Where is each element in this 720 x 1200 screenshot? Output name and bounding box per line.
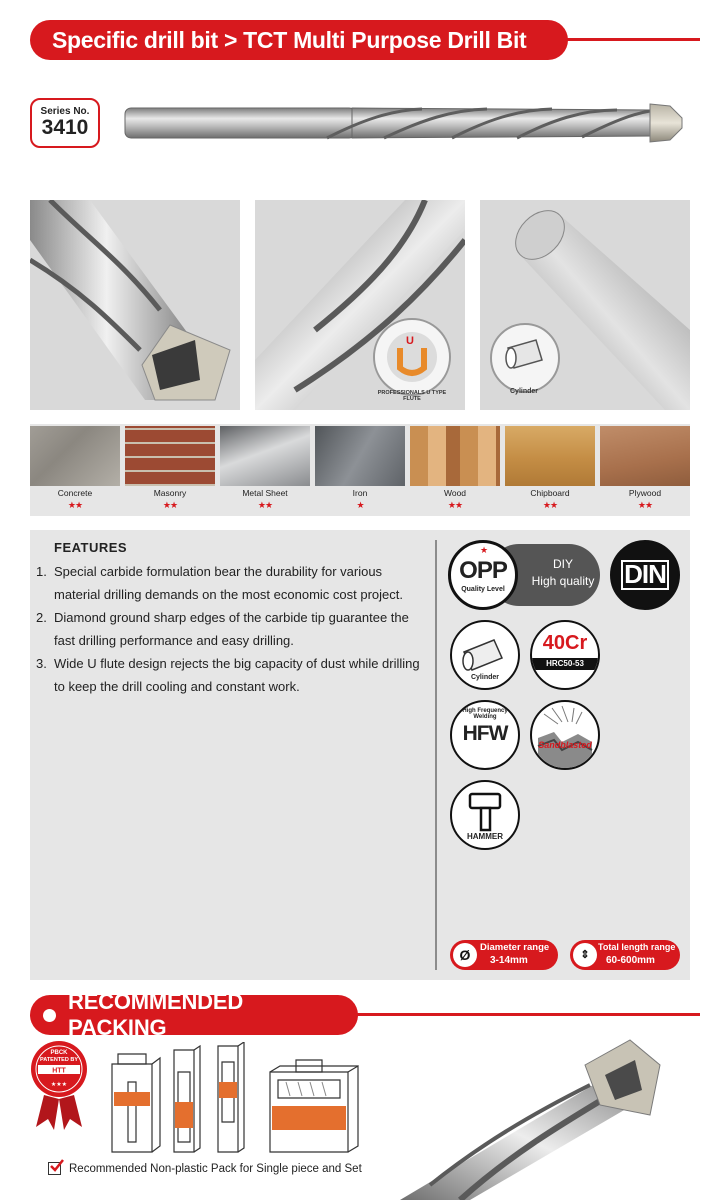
u-flute-badge-text: PROFESSIONALS U TYPE FLUTE [377, 390, 447, 402]
packing-note-text: Recommended Non-plastic Pack for Single piece and Set [69, 1162, 362, 1175]
rating-stars: ★★ [67, 500, 83, 510]
material-strip [30, 424, 690, 516]
packing-bullet [43, 1009, 56, 1022]
svg-text:★★★: ★★★ [50, 1082, 68, 1088]
photo-u-flute [255, 200, 465, 410]
opp-diy-badge: ★ OPP Quality Level DIY High quality [448, 540, 600, 610]
photo-carbide-tip [30, 200, 240, 410]
hfw-badge: High Frequency Welding HFW [450, 700, 520, 770]
material-wood: Wood ★★ [410, 424, 500, 516]
feature-item: 3. Wide U flute design rejects the big capacity of dust while drilling to keep the drill cooling and constant work. [36, 656, 420, 694]
seal-line2: PATENTED BY [40, 1057, 78, 1063]
diameter-icon: Ø [453, 943, 477, 967]
steel-grade-badge: 40Cr HRC50-53 [530, 620, 600, 690]
packing-note [48, 1162, 362, 1175]
material-concrete: Concrete ★★ [30, 424, 120, 516]
u-flute-letter: U [406, 335, 414, 347]
material-masonry: Masonry ★★ [125, 424, 215, 516]
series-number: 3410 [41, 116, 89, 139]
material-chipboard: Chipboard ★★ [505, 424, 595, 516]
sandblasted-badge: Sandblasted [530, 700, 600, 770]
hammer-badge: HAMMER [450, 780, 520, 850]
rating-stars: ★★ [257, 500, 273, 510]
rating-stars: ★ [356, 500, 364, 510]
din-badge: DIN [610, 540, 680, 610]
star-icon: ★ [480, 545, 489, 555]
photo-cylinder-shank [480, 200, 690, 410]
cylinder-label: Cylinder [510, 388, 539, 395]
check-icon [48, 1162, 61, 1175]
rating-stars: ★★ [637, 500, 653, 510]
packing-rule [340, 1013, 700, 1016]
features-title: FEATURES [54, 540, 128, 555]
rating-stars: ★★ [542, 500, 558, 510]
rating-stars: ★★ [162, 500, 178, 510]
page-title: Specific drill bit > TCT Multi Purpose Drill Bit [30, 20, 568, 60]
feature-item: 1. Special carbide formulation bear the durability for various material drilling demands on the most economic cost project. [36, 564, 403, 602]
cylinder-badge: Cylinder [450, 620, 520, 690]
features-list [36, 560, 426, 698]
length-range-pill: ⇕ Total length range 60-600mm [570, 940, 680, 970]
features-divider [435, 540, 437, 970]
material-plywood: Plywood ★★ [600, 424, 690, 516]
drill-tip-closeup [360, 1035, 720, 1200]
feature-item: 2. Diamond ground sharp edges of the carbide tip guarantee the fast drilling performance and easy drilling. [36, 610, 409, 648]
diameter-range-pill: Ø Diameter range 3-14mm [450, 940, 558, 970]
packing-title: RECOMMENDED PACKING [30, 995, 358, 1035]
seal-line1: PBCK [50, 1050, 68, 1056]
series-badge [30, 98, 100, 148]
drill-bit-illustration [122, 100, 687, 146]
rating-stars: ★★ [447, 500, 463, 510]
material-metal-sheet: Metal Sheet ★★ [220, 424, 310, 516]
svg-text:HTT: HTT [52, 1067, 66, 1075]
length-icon: ⇕ [573, 943, 597, 967]
material-iron: Iron ★ [315, 424, 405, 516]
series-label: Series No. [40, 106, 90, 117]
packaging-illustration [108, 1042, 360, 1162]
